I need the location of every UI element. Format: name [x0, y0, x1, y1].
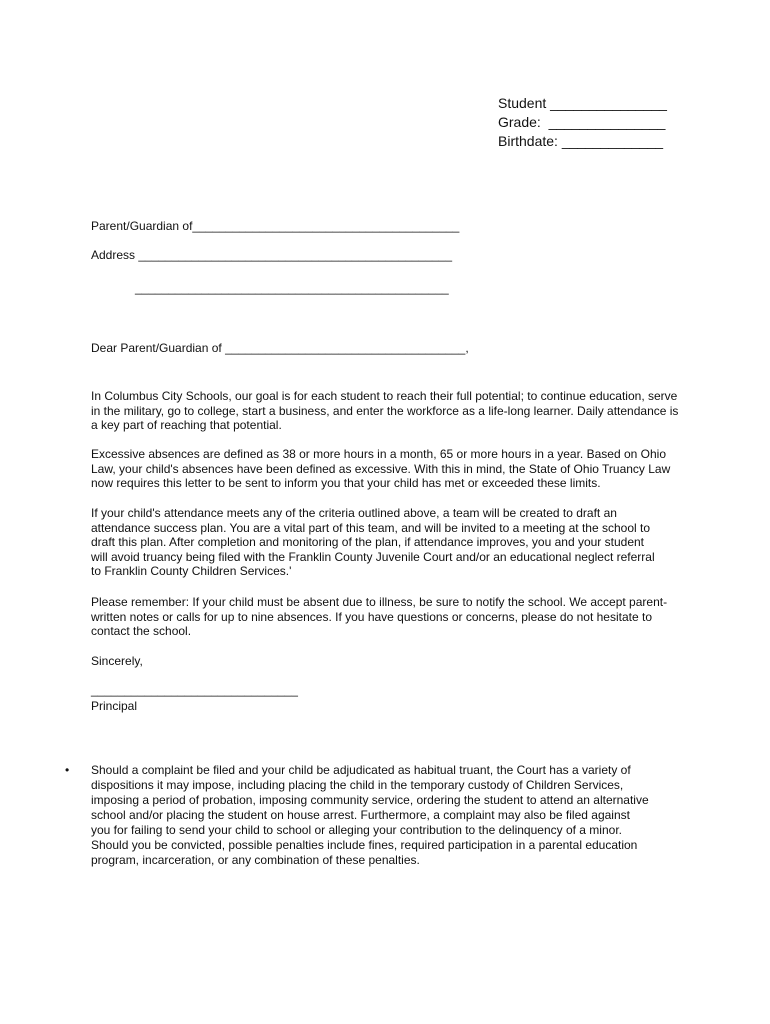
paragraph-line: in the military, go to college, start a business, and enter the workforce as a life-long learner. Daily attendance is — [91, 403, 679, 418]
complaint-line: you for failing to send your child to school or alleging your contribution to the delinquency of a minor. — [91, 823, 622, 837]
closing-sincerely: Sincerely, — [91, 654, 143, 668]
paragraph-please-remember — [91, 595, 681, 639]
complaint-line: dispositions it may impose, including placing the child in the temporary custody of Children Services, — [91, 778, 624, 792]
paragraph-line: to Franklin County Children Services.' — [91, 564, 292, 579]
paragraph-line: now requires this letter to be sent to inform you that your child has met or exceeded these limits. — [91, 476, 601, 491]
paragraph-attendance-plan — [91, 506, 681, 579]
student-info-block — [498, 94, 667, 151]
signature-line: _______________________________ — [91, 683, 298, 697]
paragraph-line: written notes or calls for up to nine absences. If you have questions or concerns, please do not hesitate to — [91, 609, 652, 624]
complaint-line: imposing a period of probation, imposing community service, ordering the student to attend an alternative — [91, 793, 649, 807]
student-field: Student _______________ — [498, 95, 667, 111]
paragraph-line: will avoid truancy being filed with the Franklin County Juvenile Court and/or an educational neglect referral — [91, 549, 655, 564]
paragraph-line: Excessive absences are defined as 38 or more hours in a month, 65 or more hours in a year. Based on Ohio — [91, 447, 666, 461]
address-field: Address _______________________________________________ — [91, 248, 453, 262]
paragraph-line: a key part of reaching that potential. — [91, 418, 282, 433]
paragraph-line: In Columbus City Schools, our goal is for each student to reach their full potential; to continue education, serve — [91, 389, 678, 403]
salutation: Dear Parent/Guardian of ____________________________________, — [91, 341, 469, 355]
principal-label: Principal — [91, 699, 138, 713]
parent-guardian-field: Parent/Guardian of________________________________________ — [91, 219, 460, 233]
paragraph-line: draft this plan. After completion and monitoring of the plan, if attendance improves, you and your student — [91, 535, 644, 550]
birthdate-field: Birthdate: _____________ — [498, 133, 664, 149]
grade-field: Grade: _______________ — [498, 114, 666, 130]
address-line-2: _______________________________________________ — [135, 281, 449, 295]
paragraph-line: Law, your child's absences have been defined as excessive. With this in mind, the State of Ohio Truancy Law — [91, 461, 671, 476]
complaint-line: Should a complaint be filed and your child be adjudicated as habitual truant, the Court has a variety of — [91, 763, 631, 777]
complaint-line: Should you be convicted, possible penalties include fines, required participation in a parental education — [91, 838, 638, 852]
complaint-paragraph — [91, 763, 691, 868]
bullet-icon: • — [65, 763, 70, 777]
complaint-line: program, incarceration, or any combination of these penalties. — [91, 853, 420, 867]
paragraph-line: Please remember: If your child must be absent due to illness, be sure to notify the school. We accept parent- — [91, 595, 668, 609]
complaint-line: school and/or placing the student on house arrest. Furthermore, a complaint may also be filed against — [91, 808, 630, 822]
paragraph-line: If your child's attendance meets any of the criteria outlined above, a team will be created to draft an — [91, 506, 617, 520]
paragraph-line: contact the school. — [91, 624, 192, 639]
paragraph-line: attendance success plan. You are a vital part of this team, and will be invited to a meeting at the school to — [91, 520, 651, 535]
paragraph-excessive-absences — [91, 447, 681, 491]
paragraph-goal — [91, 389, 681, 433]
